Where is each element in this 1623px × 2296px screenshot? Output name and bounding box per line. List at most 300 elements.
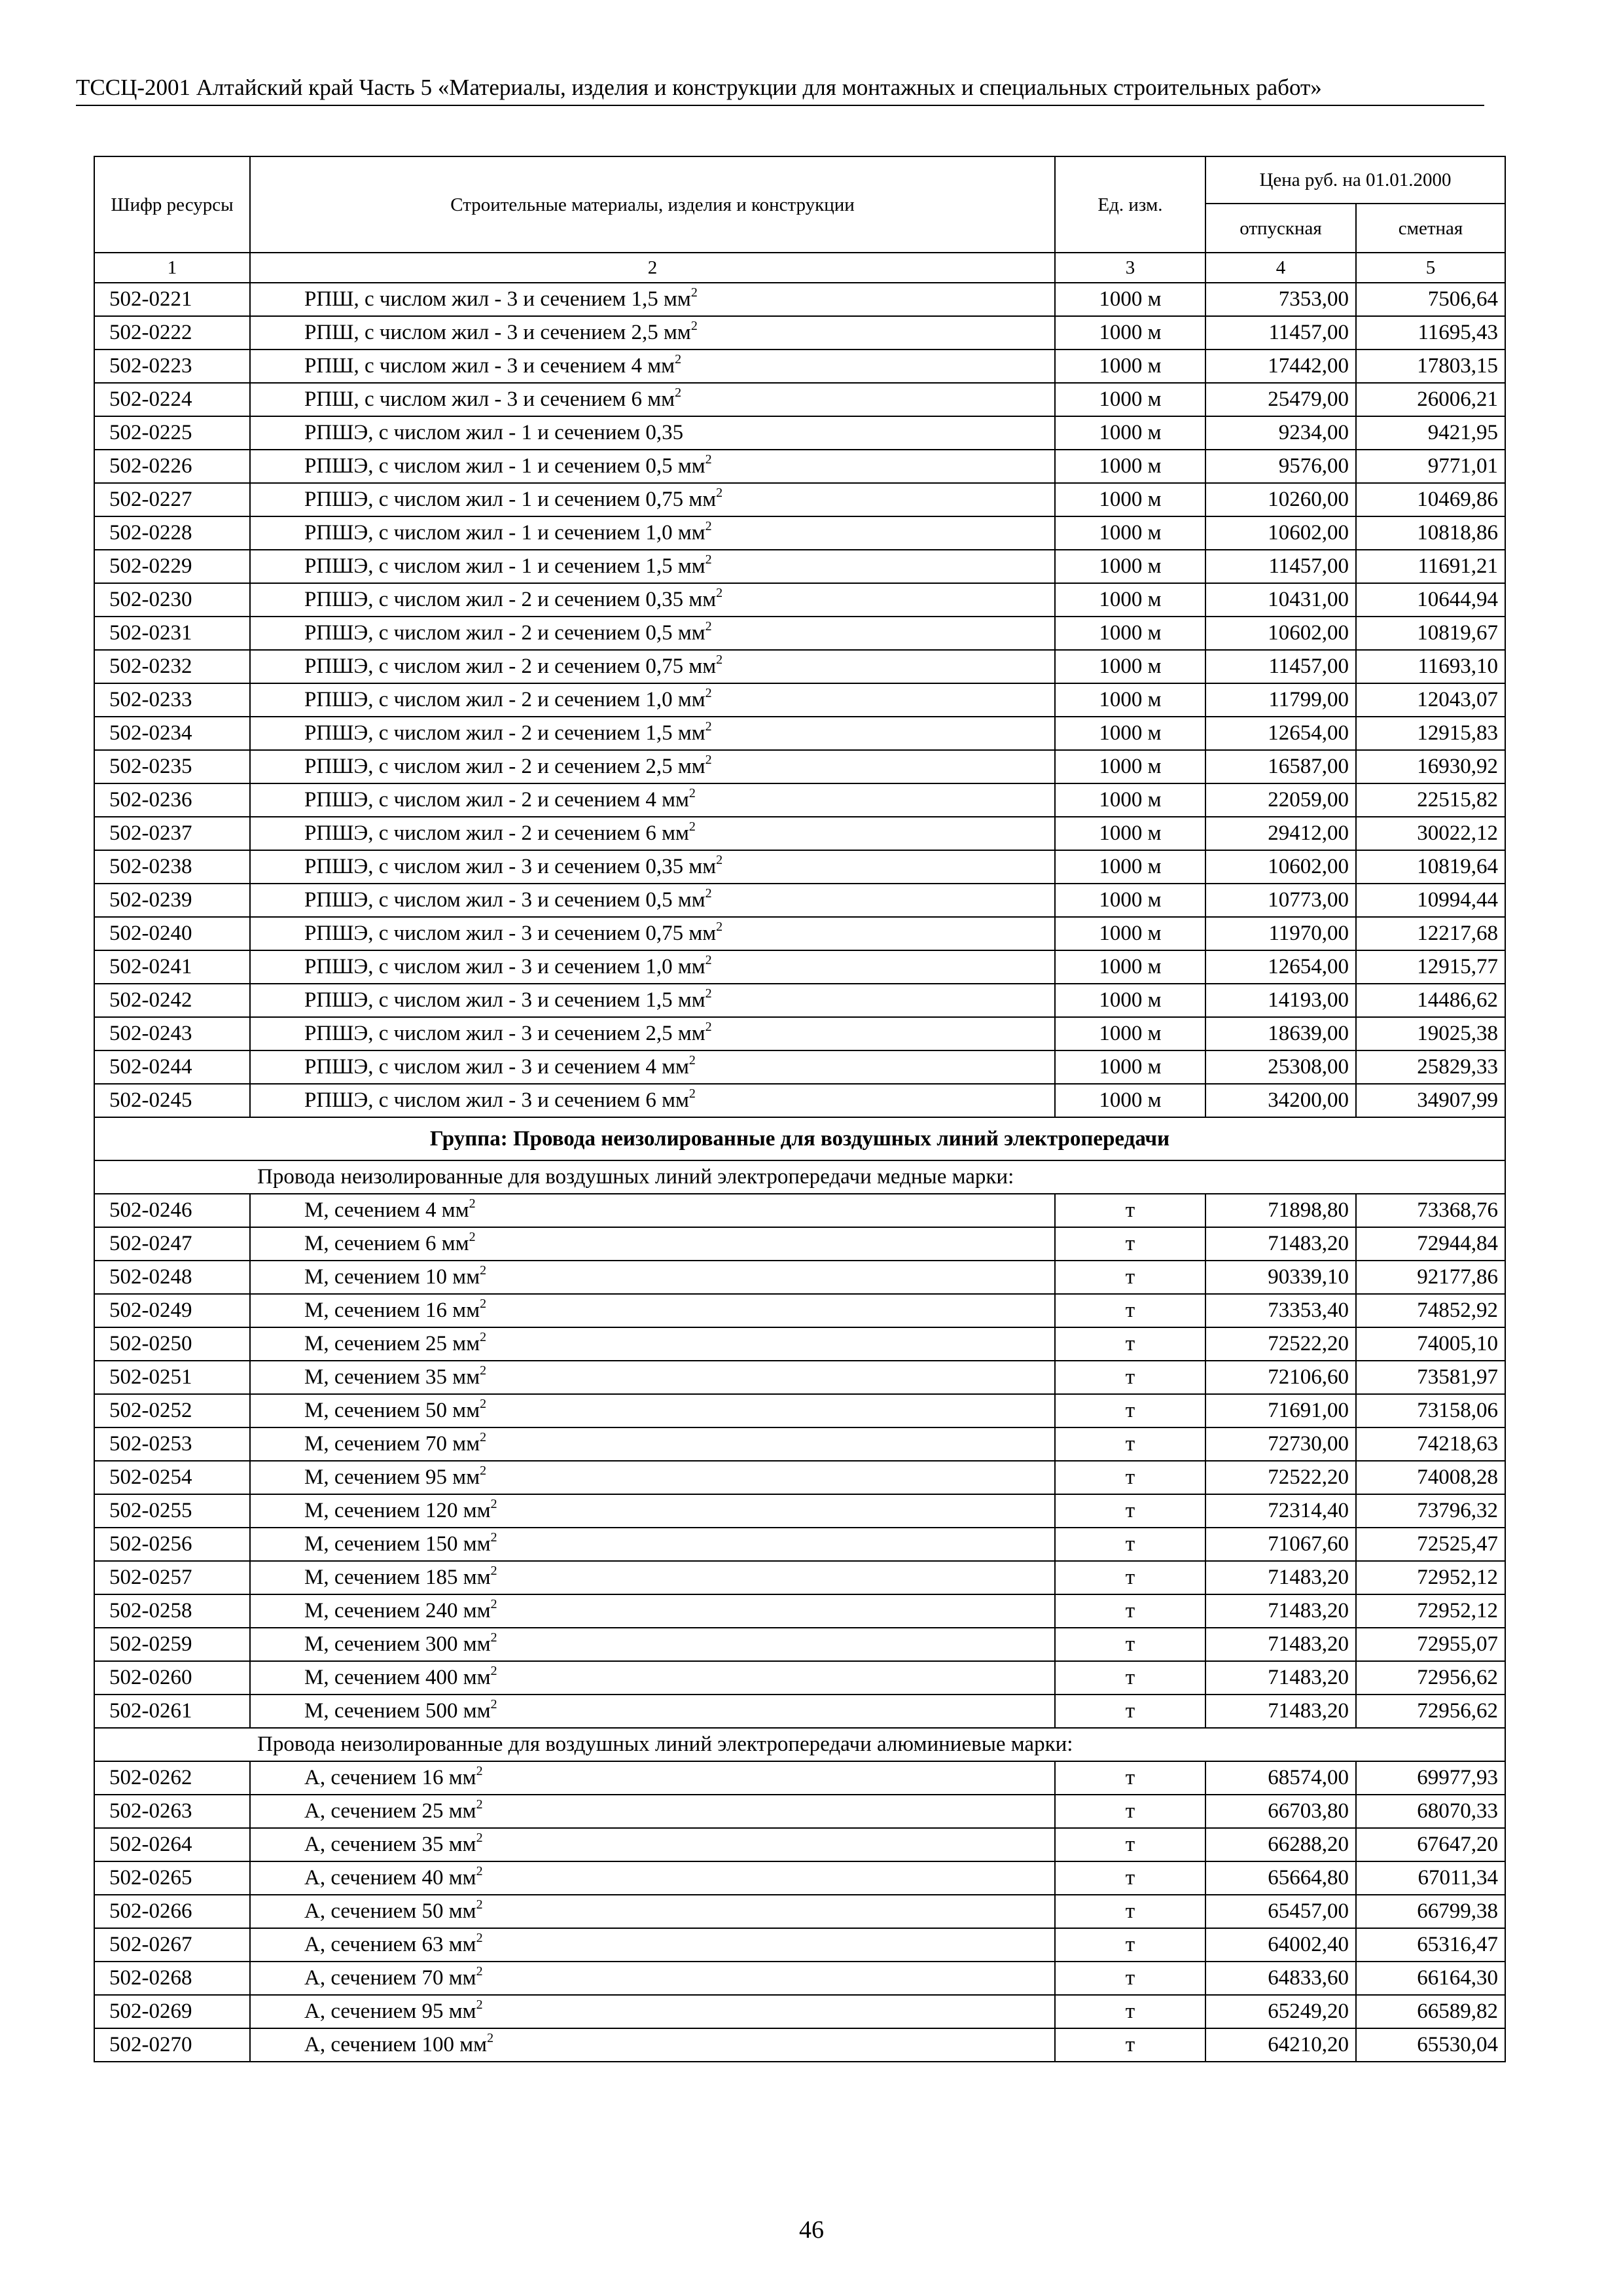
release-price: 12654,00 xyxy=(1205,950,1356,984)
unit: 1000 м xyxy=(1055,450,1205,483)
table-row xyxy=(94,1861,1505,1895)
estimate-price: 68070,33 xyxy=(1356,1795,1505,1828)
resource-code: 502-0265 xyxy=(94,1861,250,1895)
resource-code: 502-0260 xyxy=(94,1661,250,1695)
material-name-text: М, сечением 120 мм xyxy=(304,1499,491,1522)
material-name xyxy=(250,383,1055,416)
release-price: 11457,00 xyxy=(1205,316,1356,350)
estimate-price: 65316,47 xyxy=(1356,1928,1505,1962)
material-name-text: РПШЭ, с числом жил - 2 и сечением 0,35 мм xyxy=(304,588,717,611)
estimate-price: 12915,77 xyxy=(1356,950,1505,984)
material-name-text: М, сечением 500 мм xyxy=(304,1699,491,1723)
table-row xyxy=(94,583,1505,617)
material-name-text: А, сечением 16 мм xyxy=(304,1766,476,1789)
material-name-text: РПШЭ, с числом жил - 1 и сечением 0,35 xyxy=(304,421,684,444)
release-price: 71691,00 xyxy=(1205,1394,1356,1427)
unit: т xyxy=(1055,1394,1205,1427)
release-price: 72314,40 xyxy=(1205,1494,1356,1528)
material-name xyxy=(250,1194,1055,1227)
material-name xyxy=(250,1017,1055,1050)
resource-code: 502-0257 xyxy=(94,1561,250,1594)
table-row xyxy=(94,1050,1505,1084)
superscript: 2 xyxy=(476,1797,483,1812)
table-row xyxy=(94,1594,1505,1628)
resource-code: 502-0269 xyxy=(94,1995,250,2028)
material-name xyxy=(250,2028,1055,2062)
resource-code: 502-0241 xyxy=(94,950,250,984)
table-row xyxy=(94,1194,1505,1227)
material-name-text: РПШЭ, с числом жил - 2 и сечением 1,5 мм xyxy=(304,721,705,745)
unit: 1000 м xyxy=(1055,483,1205,516)
resource-code: 502-0230 xyxy=(94,583,250,617)
superscript: 2 xyxy=(476,1831,483,1845)
header-release-price: отпускная xyxy=(1205,204,1356,253)
unit: т xyxy=(1055,1294,1205,1327)
resource-code: 502-0268 xyxy=(94,1962,250,1995)
unit: 1000 м xyxy=(1055,950,1205,984)
material-name-text: А, сечением 100 мм xyxy=(304,2033,488,2056)
table-row xyxy=(94,850,1505,884)
material-name xyxy=(250,1695,1055,1728)
resource-code: 502-0227 xyxy=(94,483,250,516)
resource-code: 502-0238 xyxy=(94,850,250,884)
material-name xyxy=(250,1594,1055,1628)
table-row xyxy=(94,750,1505,783)
superscript: 2 xyxy=(480,1263,487,1278)
unit: т xyxy=(1055,1928,1205,1962)
superscript: 2 xyxy=(480,1430,487,1444)
table-row xyxy=(94,884,1505,917)
superscript: 2 xyxy=(480,1297,487,1311)
column-number: 5 xyxy=(1356,253,1505,283)
release-price: 25308,00 xyxy=(1205,1050,1356,1084)
table-row xyxy=(94,950,1505,984)
material-name-text: А, сечением 63 мм xyxy=(304,1933,476,1956)
material-name-text: РПШ, с числом жил - 3 и сечением 6 мм xyxy=(304,387,675,411)
material-name-text: М, сечением 35 мм xyxy=(304,1365,480,1389)
superscript: 2 xyxy=(690,319,698,333)
header-code: Шифр ресурсы xyxy=(94,156,250,253)
unit: 1000 м xyxy=(1055,316,1205,350)
estimate-price: 73368,76 xyxy=(1356,1194,1505,1227)
release-price: 71483,20 xyxy=(1205,1628,1356,1661)
unit: 1000 м xyxy=(1055,1017,1205,1050)
superscript: 2 xyxy=(490,1630,497,1645)
release-price: 10602,00 xyxy=(1205,617,1356,650)
material-name xyxy=(250,1294,1055,1327)
unit: т xyxy=(1055,1962,1205,1995)
resource-code: 502-0233 xyxy=(94,683,250,717)
table-row xyxy=(94,1528,1505,1561)
unit: 1000 м xyxy=(1055,416,1205,450)
release-price: 71067,60 xyxy=(1205,1528,1356,1561)
material-name xyxy=(250,1561,1055,1594)
estimate-price: 7506,64 xyxy=(1356,283,1505,316)
material-name-text: РПШЭ, с числом жил - 1 и сечением 0,5 мм xyxy=(304,454,705,478)
header-estimate-price: сметная xyxy=(1356,204,1505,253)
estimate-price: 10469,86 xyxy=(1356,483,1505,516)
material-name xyxy=(250,1895,1055,1928)
resource-code: 502-0226 xyxy=(94,450,250,483)
release-price: 22059,00 xyxy=(1205,783,1356,817)
release-price: 7353,00 xyxy=(1205,283,1356,316)
table-row xyxy=(94,1327,1505,1361)
release-price: 9576,00 xyxy=(1205,450,1356,483)
resource-code: 502-0245 xyxy=(94,1084,250,1117)
material-name xyxy=(250,1962,1055,1995)
release-price: 71898,80 xyxy=(1205,1194,1356,1227)
estimate-price: 72956,62 xyxy=(1356,1661,1505,1695)
superscript: 2 xyxy=(716,853,723,867)
unit: 1000 м xyxy=(1055,283,1205,316)
material-name xyxy=(250,750,1055,783)
resource-code: 502-0237 xyxy=(94,817,250,850)
material-name xyxy=(250,1050,1055,1084)
release-price: 72522,20 xyxy=(1205,1461,1356,1494)
estimate-price: 26006,21 xyxy=(1356,383,1505,416)
superscript: 2 xyxy=(675,386,682,400)
table-row xyxy=(94,283,1505,316)
unit: т xyxy=(1055,1895,1205,1928)
material-name-text: А, сечением 70 мм xyxy=(304,1966,476,1990)
material-name-text: РПШ, с числом жил - 3 и сечением 4 мм xyxy=(304,354,675,378)
column-number: 2 xyxy=(250,253,1055,283)
superscript: 2 xyxy=(476,1764,483,1778)
material-name xyxy=(250,1261,1055,1294)
estimate-price: 69977,93 xyxy=(1356,1761,1505,1795)
subgroup-heading-row xyxy=(94,1728,1505,1761)
resource-code: 502-0231 xyxy=(94,617,250,650)
superscript: 2 xyxy=(705,552,712,567)
resource-code: 502-0242 xyxy=(94,984,250,1017)
superscript: 2 xyxy=(476,1897,483,1912)
release-price: 72730,00 xyxy=(1205,1427,1356,1461)
superscript: 2 xyxy=(716,486,723,500)
material-name xyxy=(250,783,1055,817)
unit: т xyxy=(1055,1528,1205,1561)
unit: 1000 м xyxy=(1055,917,1205,950)
release-price: 71483,20 xyxy=(1205,1695,1356,1728)
estimate-price: 34907,99 xyxy=(1356,1084,1505,1117)
table-body xyxy=(94,283,1505,2062)
material-name xyxy=(250,717,1055,750)
unit: 1000 м xyxy=(1055,516,1205,550)
estimate-price: 72525,47 xyxy=(1356,1528,1505,1561)
table-row xyxy=(94,1294,1505,1327)
release-price: 68574,00 xyxy=(1205,1761,1356,1795)
subgroup-heading: Провода неизолированные для воздушных линий электропередачи алюминиевые марки: xyxy=(94,1728,1505,1761)
unit: т xyxy=(1055,1261,1205,1294)
material-name xyxy=(250,1327,1055,1361)
material-name-text: А, сечением 95 мм xyxy=(304,2000,476,2023)
superscript: 2 xyxy=(705,686,712,700)
material-name-text: М, сечением 185 мм xyxy=(304,1566,491,1589)
table-row xyxy=(94,1928,1505,1962)
superscript: 2 xyxy=(705,719,712,734)
release-price: 10431,00 xyxy=(1205,583,1356,617)
table-row xyxy=(94,1628,1505,1661)
superscript: 2 xyxy=(480,1330,487,1344)
estimate-price: 12043,07 xyxy=(1356,683,1505,717)
unit: т xyxy=(1055,1494,1205,1528)
unit: т xyxy=(1055,1194,1205,1227)
release-price: 65457,00 xyxy=(1205,1895,1356,1928)
resource-code: 502-0254 xyxy=(94,1461,250,1494)
resource-code: 502-0240 xyxy=(94,917,250,950)
material-name xyxy=(250,1227,1055,1261)
material-name xyxy=(250,1761,1055,1795)
material-name xyxy=(250,1628,1055,1661)
estimate-price: 67011,34 xyxy=(1356,1861,1505,1895)
release-price: 11457,00 xyxy=(1205,550,1356,583)
estimate-price: 12217,68 xyxy=(1356,917,1505,950)
group-heading: Группа: Провода неизолированные для воздушных линий электропередачи xyxy=(94,1117,1505,1160)
estimate-price: 72956,62 xyxy=(1356,1695,1505,1728)
superscript: 2 xyxy=(675,352,682,367)
material-name xyxy=(250,283,1055,316)
unit: т xyxy=(1055,1561,1205,1594)
resource-code: 502-0266 xyxy=(94,1895,250,1928)
material-name xyxy=(250,1995,1055,2028)
superscript: 2 xyxy=(476,1998,483,2012)
resource-code: 502-0224 xyxy=(94,383,250,416)
unit: т xyxy=(1055,1761,1205,1795)
material-name xyxy=(250,683,1055,717)
material-name-text: РПШЭ, с числом жил - 2 и сечением 2,5 мм xyxy=(304,755,705,778)
superscript: 2 xyxy=(705,452,712,467)
superscript: 2 xyxy=(476,1864,483,1878)
release-price: 25479,00 xyxy=(1205,383,1356,416)
estimate-price: 14486,62 xyxy=(1356,984,1505,1017)
table-row xyxy=(94,683,1505,717)
material-name xyxy=(250,483,1055,516)
unit: 1000 м xyxy=(1055,683,1205,717)
material-name-text: А, сечением 50 мм xyxy=(304,1899,476,1923)
estimate-price: 11693,10 xyxy=(1356,650,1505,683)
estimate-price: 92177,86 xyxy=(1356,1261,1505,1294)
resource-code: 502-0258 xyxy=(94,1594,250,1628)
material-name-text: М, сечением 50 мм xyxy=(304,1399,480,1422)
table-row xyxy=(94,1361,1505,1394)
material-name-text: М, сечением 6 мм xyxy=(304,1232,469,1255)
resource-code: 502-0256 xyxy=(94,1528,250,1561)
estimate-price: 10819,64 xyxy=(1356,850,1505,884)
unit: т xyxy=(1055,1695,1205,1728)
table-row xyxy=(94,316,1505,350)
material-name-text: РПШЭ, с числом жил - 3 и сечением 1,5 мм xyxy=(304,988,705,1012)
unit: 1000 м xyxy=(1055,817,1205,850)
estimate-price: 65530,04 xyxy=(1356,2028,1505,2062)
release-price: 11799,00 xyxy=(1205,683,1356,717)
superscript: 2 xyxy=(490,1664,497,1678)
material-name xyxy=(250,617,1055,650)
resource-code: 502-0255 xyxy=(94,1494,250,1528)
material-name xyxy=(250,1828,1055,1861)
resource-code: 502-0235 xyxy=(94,750,250,783)
release-price: 66288,20 xyxy=(1205,1828,1356,1861)
estimate-price: 66589,82 xyxy=(1356,1995,1505,2028)
resource-code: 502-0234 xyxy=(94,717,250,750)
unit: 1000 м xyxy=(1055,650,1205,683)
superscript: 2 xyxy=(705,986,712,1001)
resource-code: 502-0236 xyxy=(94,783,250,817)
release-price: 66703,80 xyxy=(1205,1795,1356,1828)
resource-code: 502-0222 xyxy=(94,316,250,350)
material-name-text: РПШЭ, с числом жил - 3 и сечением 0,5 мм xyxy=(304,888,705,912)
table-row xyxy=(94,1995,1505,2028)
material-name-text: РПШЭ, с числом жил - 2 и сечением 6 мм xyxy=(304,821,689,845)
material-name xyxy=(250,1461,1055,1494)
resource-code: 502-0251 xyxy=(94,1361,250,1394)
material-name xyxy=(250,516,1055,550)
table-row xyxy=(94,550,1505,583)
resource-code: 502-0252 xyxy=(94,1394,250,1427)
superscript: 2 xyxy=(688,1053,696,1067)
resource-code: 502-0253 xyxy=(94,1427,250,1461)
release-price: 71483,20 xyxy=(1205,1561,1356,1594)
material-name xyxy=(250,1928,1055,1962)
resource-code: 502-0264 xyxy=(94,1828,250,1861)
estimate-price: 25829,33 xyxy=(1356,1050,1505,1084)
superscript: 2 xyxy=(690,285,698,300)
estimate-price: 9771,01 xyxy=(1356,450,1505,483)
table-row xyxy=(94,383,1505,416)
estimate-price: 73158,06 xyxy=(1356,1394,1505,1427)
material-name xyxy=(250,316,1055,350)
release-price: 72522,20 xyxy=(1205,1327,1356,1361)
superscript: 2 xyxy=(716,920,723,934)
resource-code: 502-0246 xyxy=(94,1194,250,1227)
table-row xyxy=(94,617,1505,650)
release-price: 64002,40 xyxy=(1205,1928,1356,1962)
material-name-text: М, сечением 95 мм xyxy=(304,1465,480,1489)
header-price: Цена руб. на 01.01.2000 xyxy=(1205,156,1505,204)
unit: т xyxy=(1055,1861,1205,1895)
group-heading-row xyxy=(94,1117,1505,1160)
running-header: ТССЦ-2001 Алтайский край Часть 5 «Материалы, изделия и конструкции для монтажных и специальных строительных работ» xyxy=(76,72,1484,106)
release-price: 18639,00 xyxy=(1205,1017,1356,1050)
superscript: 2 xyxy=(705,1020,712,1034)
material-name xyxy=(250,1661,1055,1695)
superscript: 2 xyxy=(490,1564,497,1578)
table-row xyxy=(94,1017,1505,1050)
table-row xyxy=(94,650,1505,683)
unit: т xyxy=(1055,1661,1205,1695)
release-price: 72106,60 xyxy=(1205,1361,1356,1394)
release-price: 65249,20 xyxy=(1205,1995,1356,2028)
superscript: 2 xyxy=(469,1230,476,1244)
resource-code: 502-0262 xyxy=(94,1761,250,1795)
estimate-price: 12915,83 xyxy=(1356,717,1505,750)
table-row xyxy=(94,516,1505,550)
estimate-price: 73796,32 xyxy=(1356,1494,1505,1528)
resource-code: 502-0228 xyxy=(94,516,250,550)
unit: т xyxy=(1055,1361,1205,1394)
material-name xyxy=(250,583,1055,617)
superscript: 2 xyxy=(716,653,723,667)
unit: 1000 м xyxy=(1055,617,1205,650)
superscript: 2 xyxy=(469,1196,476,1211)
material-name-text: РПШ, с числом жил - 3 и сечением 2,5 мм xyxy=(304,321,691,344)
unit: т xyxy=(1055,1795,1205,1828)
column-number: 1 xyxy=(94,253,250,283)
unit: т xyxy=(1055,1427,1205,1461)
superscript: 2 xyxy=(688,819,696,834)
release-price: 73353,40 xyxy=(1205,1294,1356,1327)
resource-code: 502-0261 xyxy=(94,1695,250,1728)
table-row xyxy=(94,450,1505,483)
material-name xyxy=(250,1394,1055,1427)
resource-code: 502-0270 xyxy=(94,2028,250,2062)
release-price: 71483,20 xyxy=(1205,1227,1356,1261)
material-name-text: РПШЭ, с числом жил - 1 и сечением 1,0 мм xyxy=(304,521,705,545)
release-price: 10773,00 xyxy=(1205,884,1356,917)
table-row xyxy=(94,2028,1505,2062)
table-row xyxy=(94,1828,1505,1861)
material-name xyxy=(250,1361,1055,1394)
unit: т xyxy=(1055,2028,1205,2062)
table-row xyxy=(94,1427,1505,1461)
resource-code: 502-0232 xyxy=(94,650,250,683)
material-name xyxy=(250,650,1055,683)
material-name-text: РПШЭ, с числом жил - 1 и сечением 1,5 мм xyxy=(304,554,705,578)
material-name-text: М, сечением 25 мм xyxy=(304,1332,480,1355)
table-row xyxy=(94,1561,1505,1594)
superscript: 2 xyxy=(688,786,696,800)
material-name xyxy=(250,884,1055,917)
estimate-price: 66799,38 xyxy=(1356,1895,1505,1928)
material-name-text: М, сечением 150 мм xyxy=(304,1532,491,1556)
unit: 1000 м xyxy=(1055,1084,1205,1117)
material-name-text: РПШ, с числом жил - 3 и сечением 1,5 мм xyxy=(304,287,691,311)
release-price: 90339,10 xyxy=(1205,1261,1356,1294)
material-name xyxy=(250,416,1055,450)
table-row xyxy=(94,1795,1505,1828)
estimate-price: 74852,92 xyxy=(1356,1294,1505,1327)
unit: 1000 м xyxy=(1055,717,1205,750)
superscript: 2 xyxy=(490,1697,497,1712)
superscript: 2 xyxy=(716,586,723,600)
resource-code: 502-0263 xyxy=(94,1795,250,1828)
unit: 1000 м xyxy=(1055,350,1205,383)
table-row xyxy=(94,984,1505,1017)
subgroup-heading-row xyxy=(94,1160,1505,1194)
estimate-price: 9421,95 xyxy=(1356,416,1505,450)
unit: т xyxy=(1055,1828,1205,1861)
superscript: 2 xyxy=(480,1463,487,1478)
material-name-text: РПШЭ, с числом жил - 2 и сечением 1,0 мм xyxy=(304,688,705,711)
material-name-text: М, сечением 240 мм xyxy=(304,1599,491,1623)
resource-code: 502-0221 xyxy=(94,283,250,316)
estimate-price: 11691,21 xyxy=(1356,550,1505,583)
release-price: 71483,20 xyxy=(1205,1594,1356,1628)
table-row xyxy=(94,1895,1505,1928)
estimate-price: 10994,44 xyxy=(1356,884,1505,917)
release-price: 10260,00 xyxy=(1205,483,1356,516)
superscript: 2 xyxy=(705,953,712,967)
release-price: 10602,00 xyxy=(1205,850,1356,884)
material-name-text: РПШЭ, с числом жил - 3 и сечением 1,0 мм xyxy=(304,955,705,978)
table-row xyxy=(94,1761,1505,1795)
material-name-text: А, сечением 35 мм xyxy=(304,1833,476,1856)
resource-code: 502-0249 xyxy=(94,1294,250,1327)
material-name-text: РПШЭ, с числом жил - 3 и сечением 4 мм xyxy=(304,1055,689,1079)
material-name xyxy=(250,950,1055,984)
material-name-text: РПШЭ, с числом жил - 3 и сечением 0,75 мм xyxy=(304,922,717,945)
material-name-text: РПШЭ, с числом жил - 2 и сечением 4 мм xyxy=(304,788,689,812)
release-price: 64833,60 xyxy=(1205,1962,1356,1995)
material-name xyxy=(250,850,1055,884)
